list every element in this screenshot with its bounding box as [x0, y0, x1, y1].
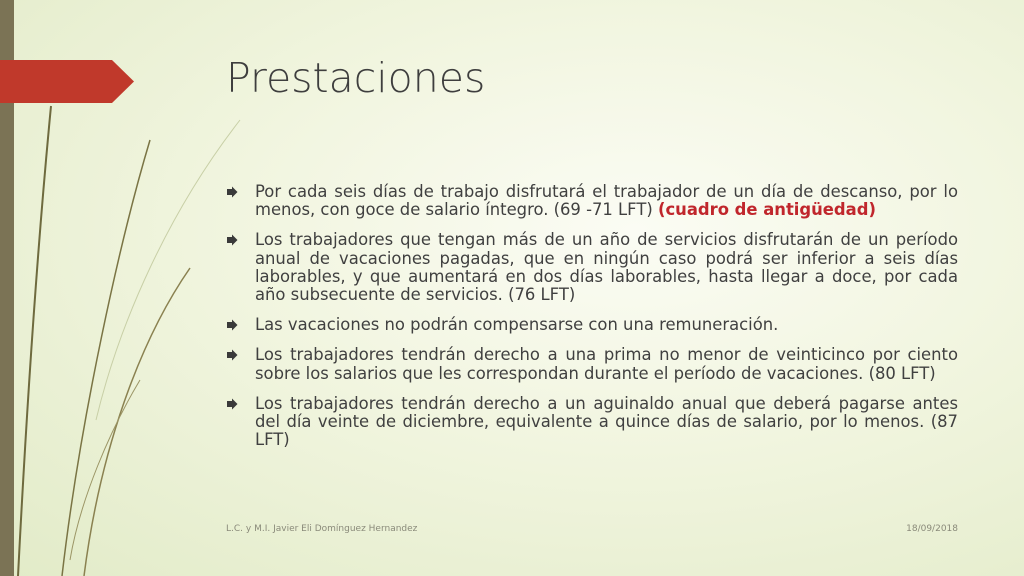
arrow-right-bullet-icon: [226, 186, 238, 198]
bullet-item: [226, 231, 958, 304]
bullet-item: [226, 346, 958, 382]
arrow-right-bullet-icon: [226, 398, 238, 410]
footer-date: 18/09/2018: [906, 524, 958, 534]
bullet-text: Los trabajadores tendrán derecho a una prima no menor de veinticinco por ciento sobre los salarios que les correspondan durante el período de vacaciones. (80 LFT): [255, 345, 958, 383]
bullet-list: [226, 183, 958, 461]
bullet-text: Las vacaciones no podrán compensarse con una remuneración.: [255, 315, 779, 335]
slide-title: Prestaciones: [226, 54, 486, 102]
bullet-item: [226, 183, 958, 219]
bullet-item: [226, 316, 958, 334]
arrow-right-bullet-icon: [226, 349, 238, 361]
title-accent-arrow: [0, 60, 134, 103]
bullet-text: Los trabajadores tendrán derecho a un aguinaldo anual que deberá pagarse antes del día veinte de diciembre, equivalente a quince días de salario, por lo menos. (87 LFT): [255, 393, 958, 450]
arrow-right-bullet-icon: [226, 234, 238, 246]
highlight-text: (cuadro de antigüedad): [657, 200, 876, 220]
bullet-item: [226, 395, 958, 450]
arrow-right-bullet-icon: [226, 319, 238, 331]
footer-author: L.C. y M.I. Javier Eli Domínguez Hernandez: [226, 524, 418, 534]
bullet-text: Los trabajadores que tengan más de un año de servicios disfrutarán de un período anual de vacaciones pagadas, que en ningún caso podrá ser inferior a seis días laborables, y que aumentará en dos días laborables, hasta llegar a doce, por cada año subsecuente de servicios. (76 LFT): [255, 230, 958, 305]
bullet-text: Por cada seis días de trabajo disfrutará el trabajador de un día de descanso, por lo menos, con goce de salario íntegro. (69 -71 LFT): [255, 182, 958, 220]
